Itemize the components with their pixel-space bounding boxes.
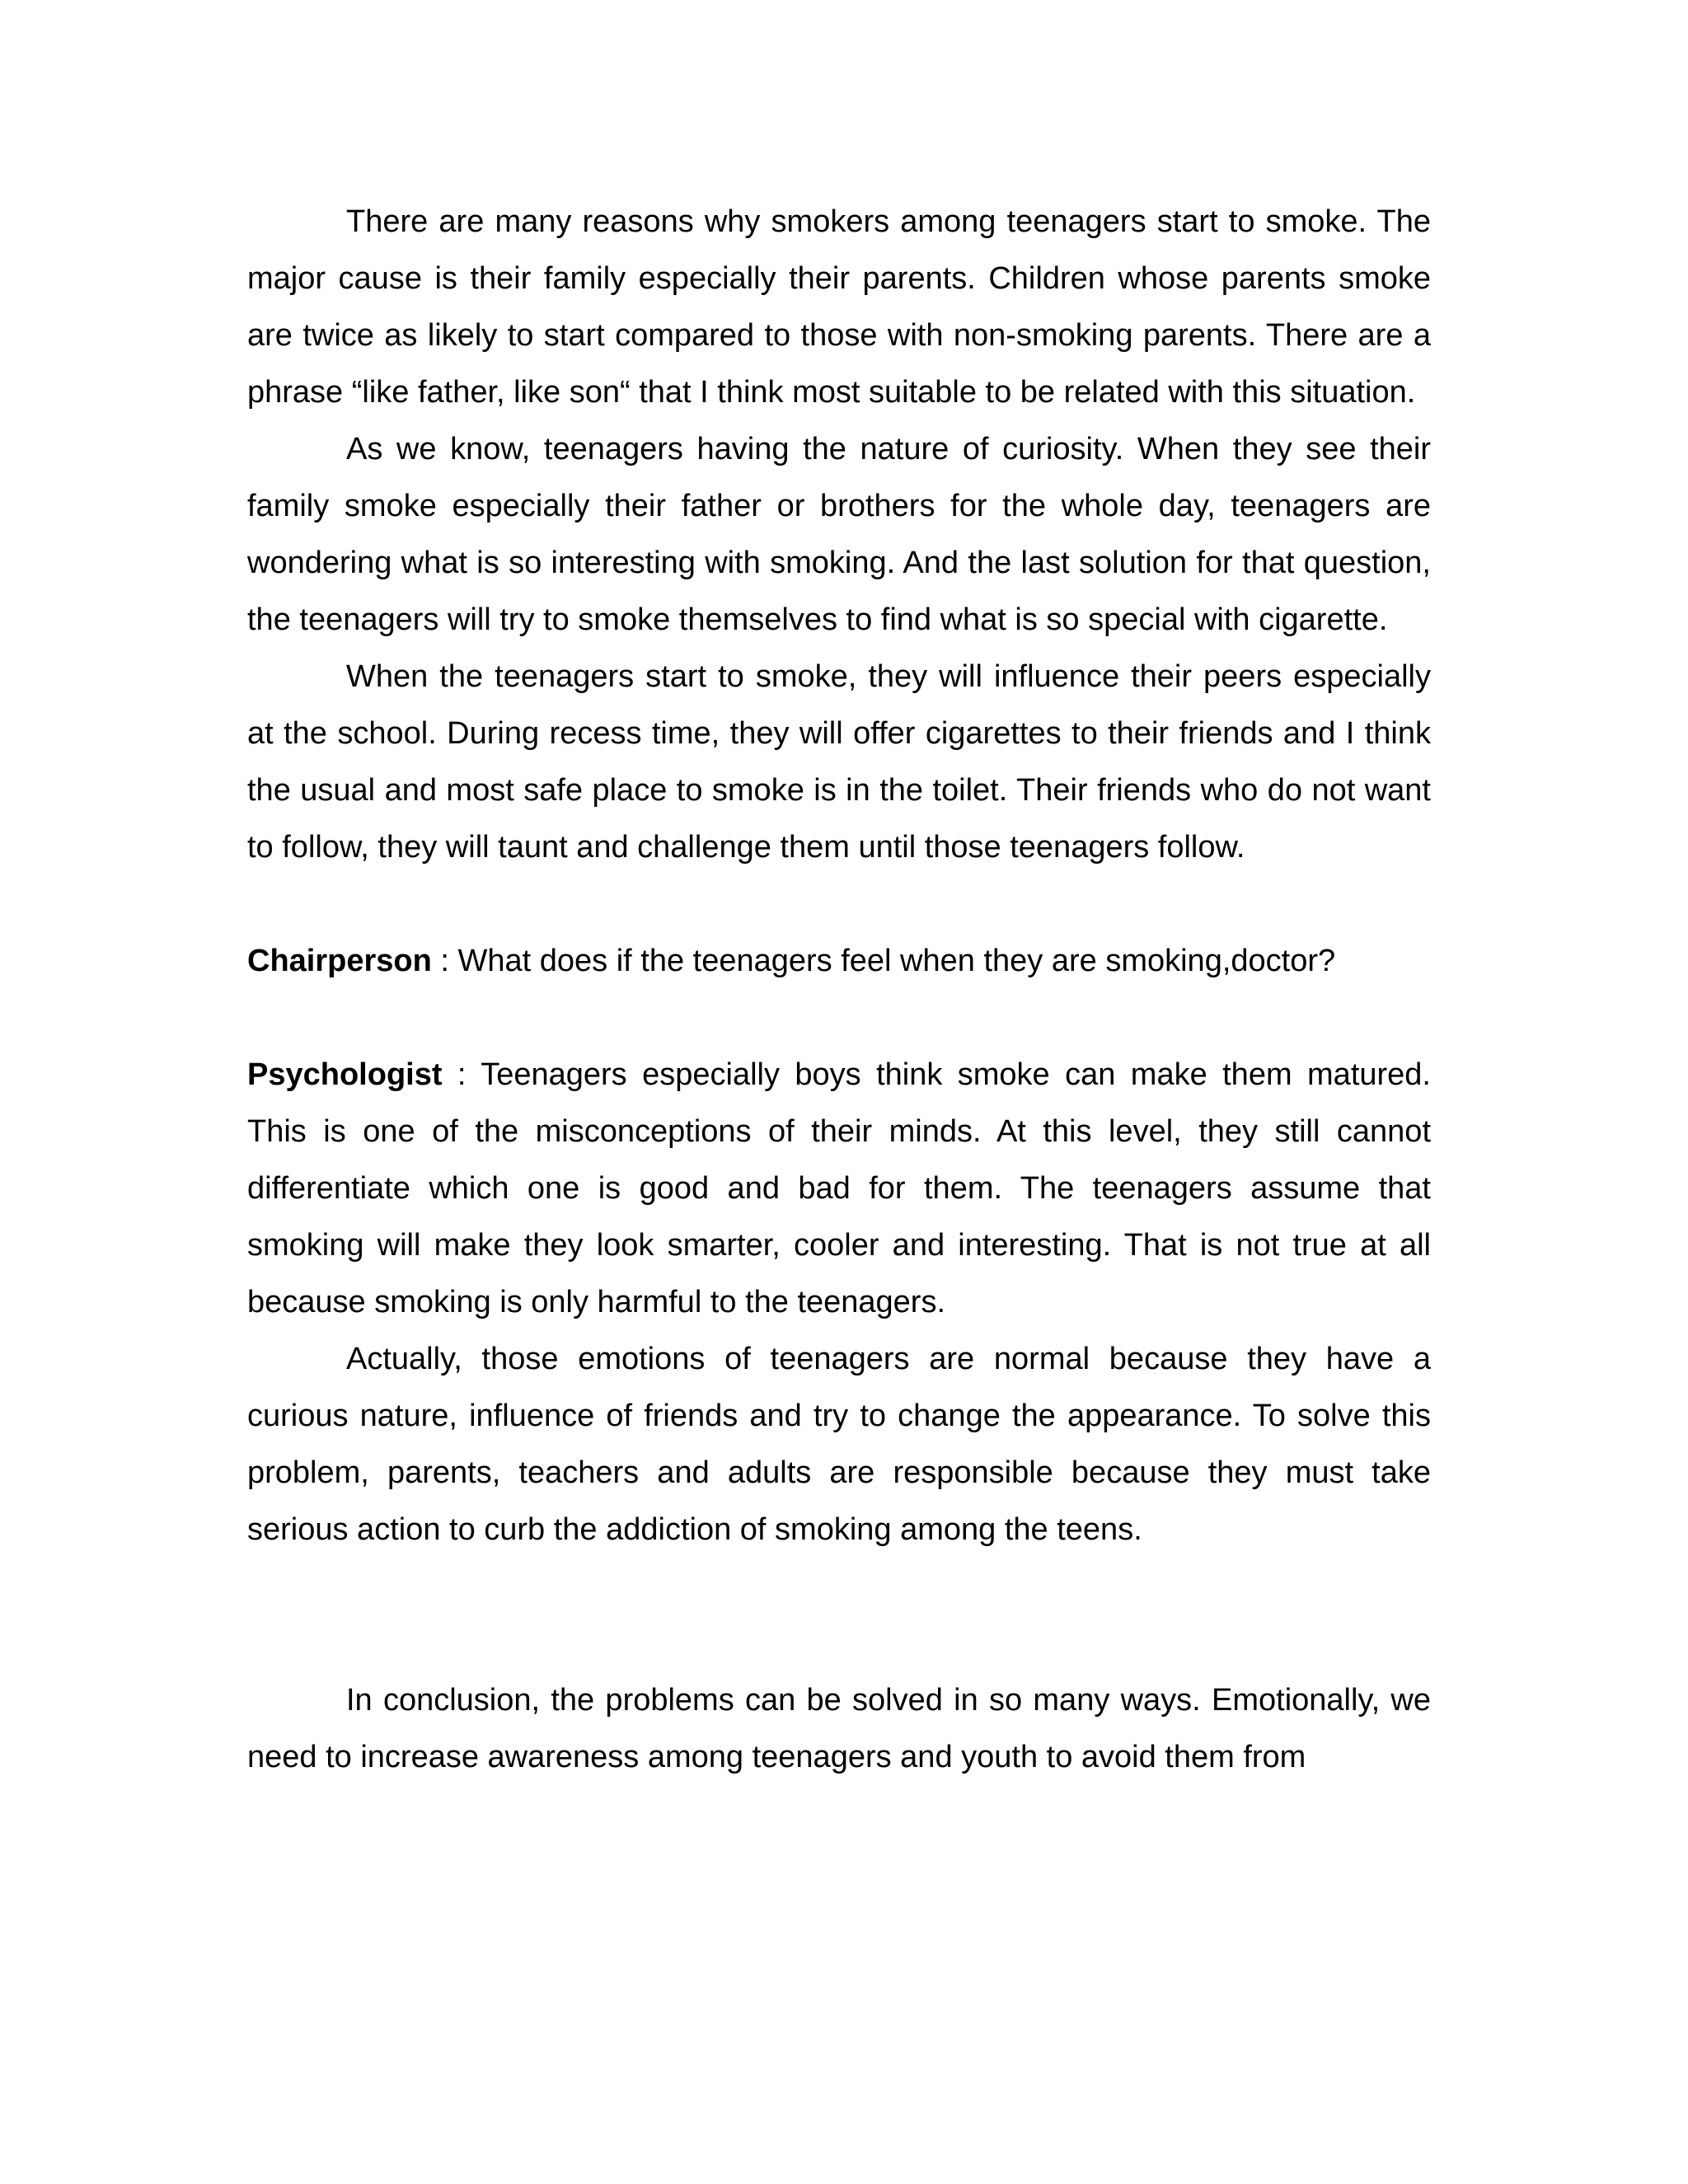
- psychologist-speaker: Psychologist: [247, 1057, 443, 1092]
- psychologist-separator: :: [442, 1057, 481, 1092]
- paragraph-peer-influence: When the teenagers start to smoke, they will influence their peers especially at the school. During recess time, they will offer cigarettes to their friends and I think the usual and most safe place to smoke is in the toilet. Their friends who do not want to follow, they will taunt and challenge them until those teenagers follow.: [247, 659, 1431, 865]
- paragraph-reasons: There are many reasons why smokers among teenagers start to smoke. The major cause is their family especially their parents. Children whose parents smoke are twice as likely to start compared to those with non-smoking parents. There are a phrase “like father, like son“ that I think most suitable to be related with this situation.: [247, 204, 1431, 410]
- chairperson-line: [247, 933, 1431, 990]
- spacer: [247, 1558, 1431, 1672]
- spacer: [247, 876, 1431, 933]
- paragraph-emotions: Actually, those emotions of teenagers are normal because they have a curious nature, influence of friends and try to change the appearance. To solve this problem, parents, teachers and adults are responsible because they must take serious action to curb the addiction of smoking among the teens.: [247, 1342, 1431, 1547]
- paragraph-curiosity: As we know, teenagers having the nature of curiosity. When they see their family smoke especially their father or brothers for the whole day, teenagers are wondering what is so interesting with smoking. And the last solution for that question, the teenagers will try to smoke themselves to find what is so special with cigarette.: [247, 432, 1431, 637]
- chairperson-speaker: Chairperson: [247, 944, 432, 978]
- document-body: [247, 194, 1431, 1786]
- psychologist-answer: Teenagers especially boys think smoke can make them matured. This is one of the misconceptions of their minds. At this level, they still cannot differentiate which one is good and bad for them. The teenagers assume that smoking will make they look smarter, cooler and interesting. That is not true at all because smoking is only harmful to the teenagers.: [247, 1057, 1431, 1319]
- chairperson-question: What does if the teenagers feel when they are smoking,doctor?: [457, 944, 1336, 978]
- psychologist-line: [247, 1047, 1431, 1331]
- paragraph-conclusion: In conclusion, the problems can be solved in so many ways. Emotionally, we need to increase awareness among teenagers and youth to avoid them from: [247, 1683, 1431, 1774]
- spacer: [247, 990, 1431, 1047]
- chairperson-separator: :: [431, 944, 458, 978]
